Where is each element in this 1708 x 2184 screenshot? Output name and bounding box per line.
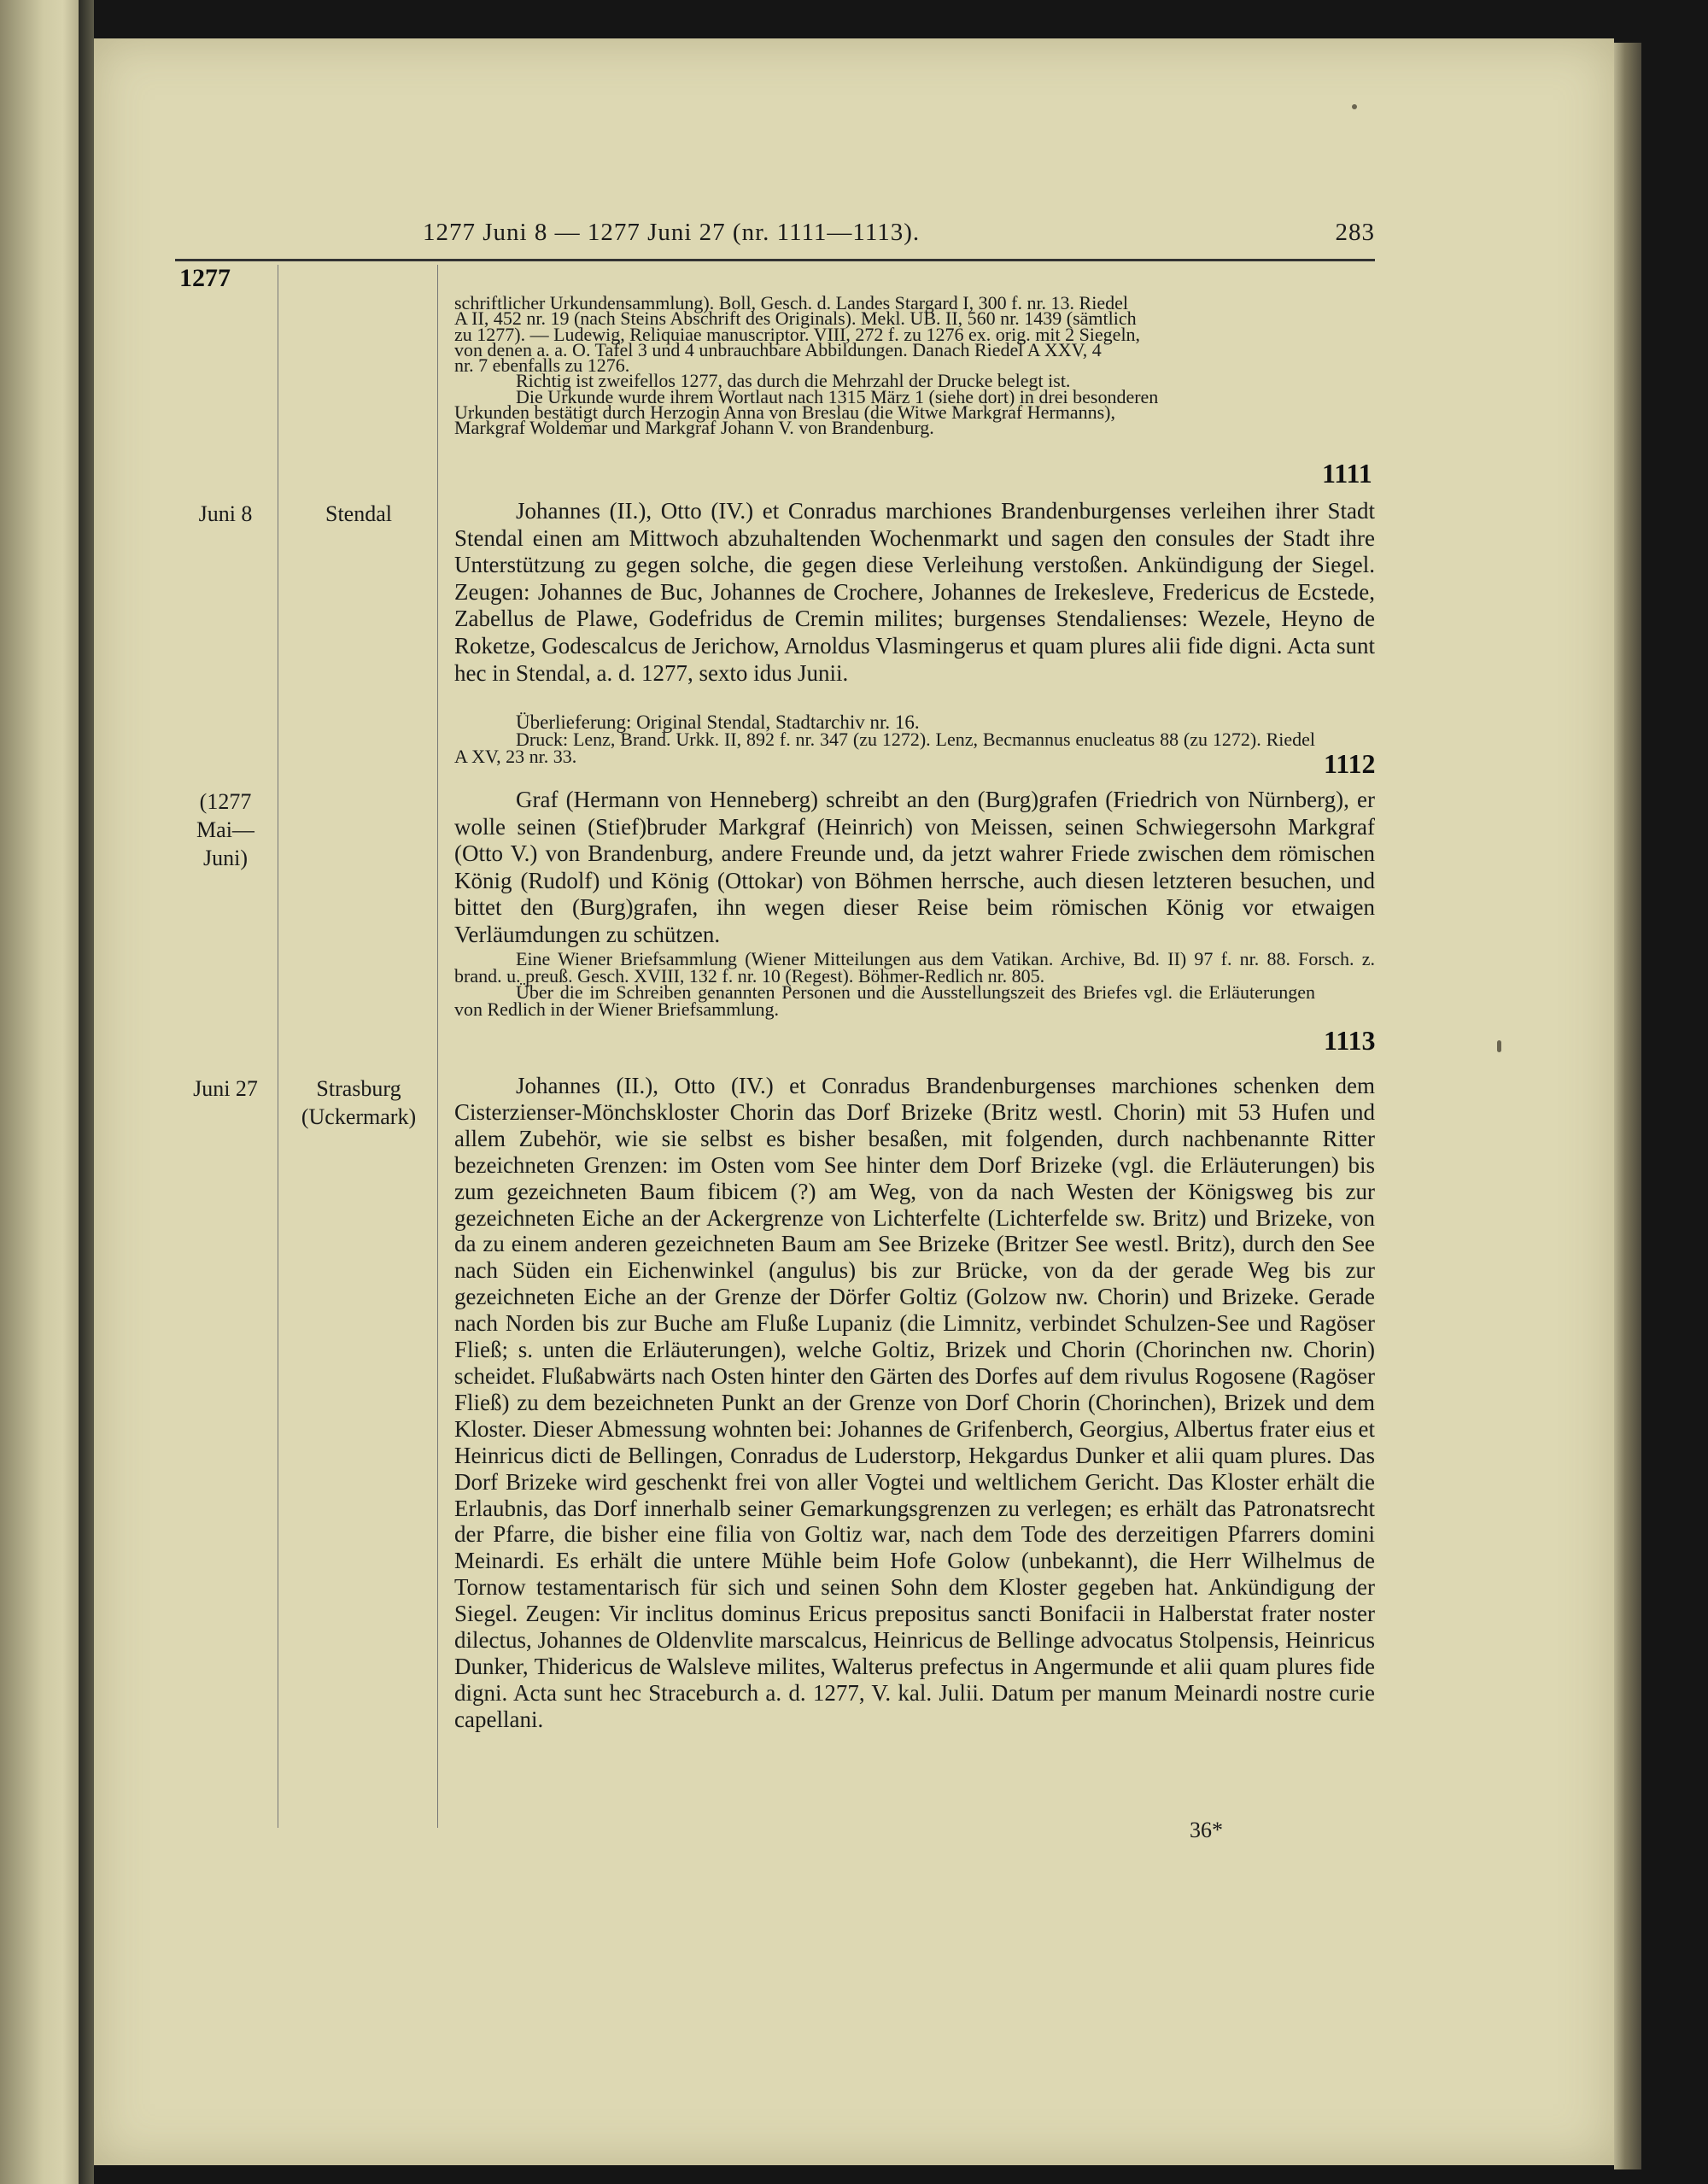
date-line: (1277 [199,789,252,814]
entry-1113-notes [454,948,1375,1020]
regest-text: Johannes (II.), Otto (IV.) et Conradus Brandenburgenses marchiones schenken dem Cisterzienser-Mönchskloster Chorin das Dorf Brizeke (Britz westl. Chorin) mit 53 Hufen und allem Zubehör, wie sie selbst es bisher besaßen, mit folgenden, durch nachbenannte Ritter bezeichneten Grenzen: im Osten vom See hinter dem Dorf Brizeke (vgl. die Erläuterungen) bis zum gezeichneten Baum fibicem (?) am Weg, von da nach Westen der Königsweg bis zur gezeichneten Eiche an der Ackergrenze von Lichterfelte (Lichterfelde sw. Britz) und Brizeke, von da zu einem anderen gezeichneten Baum am See Brizeke (Britzer See westl. Britz), durch den See nach Süden ein Eichenwinkel (angulus) bis zur Brücke, von da der gerade Weg bis zur gezeichneten Eiche an der Grenze der Dörfer Goltiz (Golzow nw. Chorin) und Brizeke. Gerade nach Norden bis zur Buche am Fluße Lupaniz (die Limnitz, verbindet Schulzen-See und Ragöser Fließ; s. unten die Erläuterungen), welche Goltiz, Brizek und Chorin (Chorinchen nw. Chorin) scheidet. Flußabwärts nach Osten hinter den Gärten des Dorfes auf dem rivulus Rogosene (Ragöser Fließ) zu dem bezeichneten Punkt an der Grenze von Dorf Chorin (Chorinchen), Brizek und dem Kloster. Dieser Abmessung wohnten bei: Johannes de Grifenberch, Georgius, Albertus frater eius et Heinricus dicti de Bellingen, Conradus de Luderstorp, Hekgardus Dunker et alii quam plures. Das Dorf Brizeke wird geschenkt frei von aller Vogtei und weltlichem Gericht. Das Kloster erhält die Erlaubnis, das Dorf innerhalb seiner Gemarkungsgrenzen zu verlegen; es erhält das Patronatsrecht der Pfarre, die bisher eine filia von Goltiz war, nach dem Tode des derzeitigen Pfarrers domini Meinardi. Es erhält die untere Mühle beim Hofe Golow (unbekannt), die Herr Wilhelmus de Tornow testamentarisch für sich und seinen Sohn dem Kloster gegeben hat. Ankündigung der Siegel. Zeugen: Vir inclitus dominus Ericus prepositus sancti Bonifacii in Halberstat frater noster dilectus, Johannes de Oldenvlite marscalcus, Heinricus de Bellinge advocatus Stolpensis, Heinricus Dunker, Thidericus de Walsleve milites, Walterus prefectus in Angermunde et alii quam plures fide digni. Acta sunt hec Straceburch a. d. 1277, V. kal. Julii. Datum per manum Meinardi nostre curie capellani. [454,1073,1375,1732]
date-line: Juni) [203,846,248,870]
entry-1112-regest [454,498,1375,687]
note-paragraph: Eine Wiener Briefsammlung (Wiener Mitteilungen aus dem Vatikan. Archive, Bd. II) 97 f. nr. 88. Forsch. z. brand. u. preuß. Gesch. XVIII, 132 f. nr. 10 (Regest). Böhmer-Redlich nr. 805. [454,948,1375,987]
running-header [423,219,1375,253]
note-line: Urkunden bestätigt durch Herzogin Anna von Breslau (die Witwe Markgraf Hermanns), [454,401,1115,424]
note-line: Die Urkunde wurde ihrem Wortlaut nach 1315 März 1 (siehe dort) in drei besonderen [516,385,1159,407]
note-line: zu 1277). — Ludewig, Reliquiae manuscriptor. VIII, 272 f. zu 1276 ex. orig. mit 2 Siegeln, [454,323,1141,345]
book-gutter [79,0,94,2184]
page-number: 283 [1335,219,1375,246]
entry-date: Juni 8 [198,501,253,526]
entry-1112-notes [454,711,1375,767]
facing-page-edge [0,0,79,2184]
entry-number-1111: 1111 [1322,458,1372,489]
paper-speck [1497,1040,1501,1052]
entry-1114-regest [454,1073,1375,1733]
note-paragraph: Über die im Schreiben genannten Personen und die Ausstellungszeit des Briefes vgl. die Erläuterungen von Redlich in der Wiener Briefsammlung. [454,981,1315,1020]
entry-place [282,1074,436,1131]
paper-speck [1352,104,1357,109]
date-line: Mai— [196,817,254,842]
note-line: Richtig ist zweifellos 1277, das durch die Mehrzahl der Drucke belegt ist. [516,370,1071,392]
page-edge [1614,43,1641,2169]
place-line: Strasburg [316,1076,401,1101]
signature-mark: 36* [1190,1818,1223,1842]
place-line: (Uckermark) [301,1104,417,1129]
note-line: schriftlicher Urkundensammlung). Boll, Gesch. d. Landes Stargard I, 300 f. nr. 13. Riedel [454,292,1128,313]
note-paragraph: Überlieferung: Original Stendal, Stadtarchiv nr. 16. [516,711,920,733]
column-divider-place [437,265,438,1828]
regest-text: Johannes (II.), Otto (IV.) et Conradus marchiones Brandenburgenses verleihen ihrer Stadt Stendal einen am Mittwoch abzuhaltenden Wochenmarkt und sagen den consules der Stadt ihre Unterstützung zu gegen solche, die gegen diese Verleihung verstoßen. Ankündigung der Siegel. Zeugen: Johannes de Buc, Johannes de Crochere, Johannes de Irekesleve, Fredericus de Ecstede, Zabellus de Plawe, Godefridus de Cremin milites; burgenses Stendalienses: Wezele, Heyno de Roketze, Godescalcus de Jerichow, Arnoldus Vlasmingerus et quam plures alii fide digni. Acta sunt hec in Stendal, a. d. 1277, sexto idus Junii. [454,498,1375,686]
note-line: von denen a. a. O. Tafel 3 und 4 unbrauchbare Abbildungen. Danach Riedel A XXV, 4 [454,338,1102,360]
entry-number-1112: 1112 [1324,748,1376,779]
entry-1111-notes [454,292,1375,439]
note-line: nr. 7 ebenfalls zu 1276. [454,354,630,377]
entry-number-1113: 1113 [1324,1025,1376,1056]
header-date-range: 1277 Juni 8 — 1277 Juni 27 (nr. 1111—1113). [423,219,921,246]
note-paragraph: Druck: Lenz, Brand. Urkk. II, 892 f. nr. 347 (zu 1272). Lenz, Becmannus enucleatus 88 (zu 1272). Riedel A XV, 23 nr. 33. [454,729,1315,767]
note-line: Markgraf Woldemar und Markgraf Johann V. von Brandenburg. [454,417,934,439]
header-rule [175,259,1375,261]
entry-date: Juni 27 [193,1076,258,1101]
entry-place: Stendal [325,501,392,526]
year-label: 1277 [179,264,231,292]
entry-1113-regest [454,787,1375,949]
regest-text: Graf (Hermann von Henneberg) schreibt an den (Burg)grafen (Friedrich von Nürnberg), er wolle seinen (Stief)bruder Markgraf (Heinrich) von Meissen, seinen Schwiegersohn Markgraf (Otto V.) von Brandenburg, andere Freunde und, da jetzt wahrer Friede zwischen dem römischen König (Rudolf) und König (Ottokar) von Böhmen herrsche, auch diesen letzteren besuchen, und bittet den (Burg)grafen, ihn wegen dieser Reise beim römischen König vor etwaigen Verläumdungen zu schützen. [454,787,1375,947]
note-line: A II, 452 nr. 19 (nach Steins Abschrift des Originals). Mekl. UB. II, 560 nr. 1439 (sämtlich [454,307,1137,330]
entry-date [175,788,276,872]
